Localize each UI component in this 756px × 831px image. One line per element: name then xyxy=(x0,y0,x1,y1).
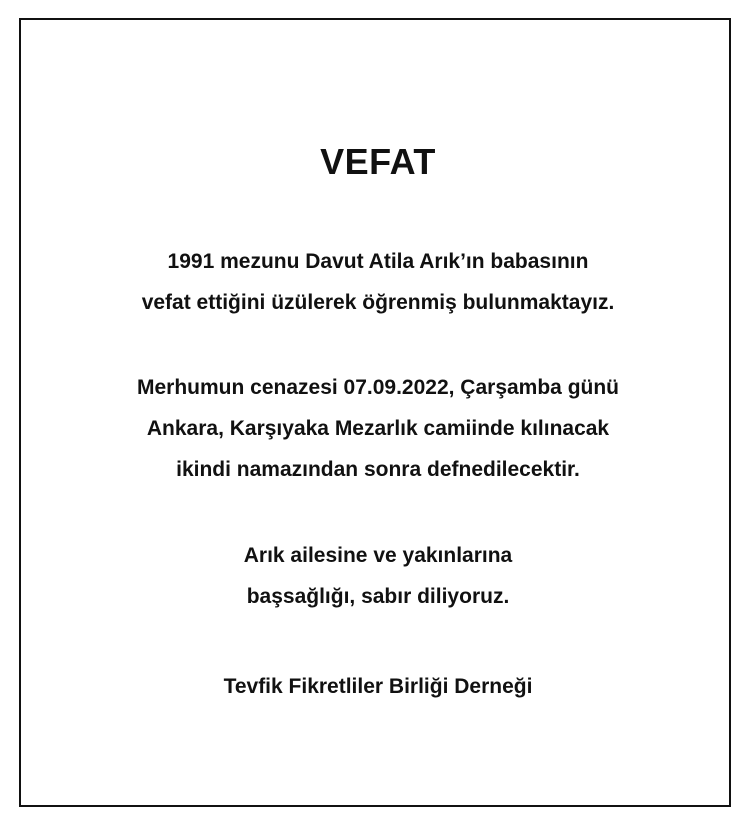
notice-title: VEFAT xyxy=(320,141,436,182)
announcement-line-2: vefat ettiğini üzülerek öğrenmiş bulunmaktayız. xyxy=(141,291,615,314)
signature: Tevfik Fikretliler Birliği Derneği xyxy=(223,675,533,698)
condolence-paragraph xyxy=(0,535,756,617)
announcement-paragraph xyxy=(0,241,756,323)
signature-paragraph xyxy=(0,666,756,707)
condolence-line-1: Arık ailesine ve yakınlarına xyxy=(243,544,513,567)
funeral-line-2: Ankara, Karşıyaka Mezarlık camiinde kılınacak xyxy=(146,417,610,440)
condolence-line-2: başsağlığı, sabır diliyoruz. xyxy=(246,585,510,608)
funeral-line-1: Merhumun cenazesi 07.09.2022, Çarşamba günü xyxy=(136,376,620,399)
funeral-line-3: ikindi namazından sonra defnedilecektir. xyxy=(176,458,580,481)
announcement-line-1: 1991 mezunu Davut Atila Arık’ın babasının xyxy=(167,250,589,273)
funeral-details-paragraph xyxy=(0,367,756,490)
